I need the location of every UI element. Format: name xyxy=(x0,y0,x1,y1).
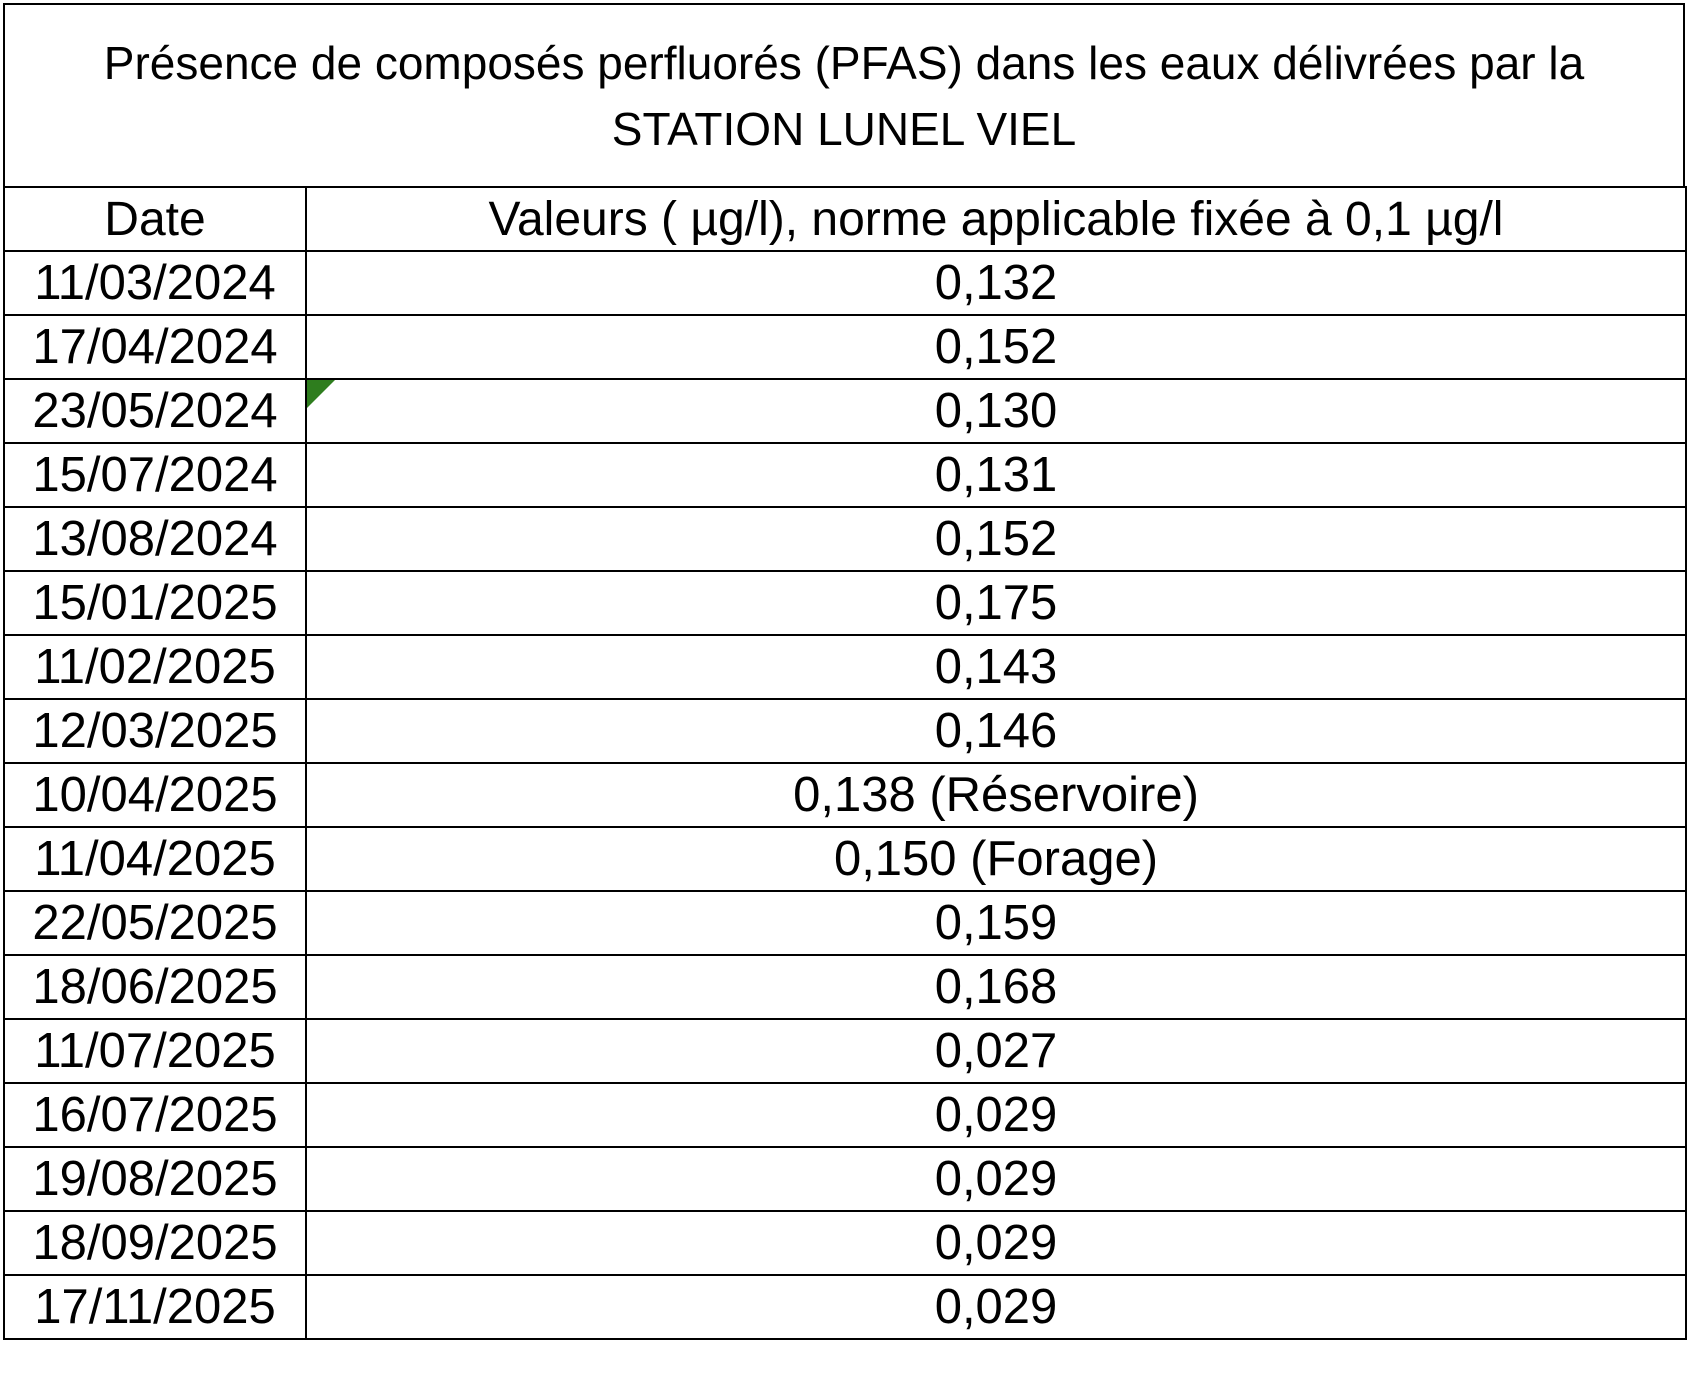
value-cell[interactable]: 0,132 xyxy=(306,251,1686,315)
date-cell[interactable]: 18/06/2025 xyxy=(4,955,306,1019)
table-row xyxy=(4,1019,1686,1083)
date-cell[interactable]: 16/07/2025 xyxy=(4,1083,306,1147)
comment-indicator-icon[interactable] xyxy=(307,380,335,408)
value-cell[interactable]: 0,150 (Forage) xyxy=(306,827,1686,891)
value-cell[interactable]: 0,168 xyxy=(306,955,1686,1019)
table-row xyxy=(4,699,1686,763)
date-cell[interactable]: 17/04/2024 xyxy=(4,315,306,379)
value-cell[interactable]: 0,131 xyxy=(306,443,1686,507)
value-cell[interactable]: 0,029 xyxy=(306,1275,1686,1339)
pfas-table xyxy=(3,186,1687,1340)
spreadsheet xyxy=(3,3,1687,1375)
date-cell[interactable]: 15/07/2024 xyxy=(4,443,306,507)
title-cell[interactable] xyxy=(3,3,1685,186)
date-cell[interactable]: 10/04/2025 xyxy=(4,763,306,827)
table-row xyxy=(4,315,1686,379)
date-cell[interactable]: 11/07/2025 xyxy=(4,1019,306,1083)
date-cell[interactable]: 11/03/2024 xyxy=(4,251,306,315)
title-line-1: Présence de composés perfluorés (PFAS) dans les eaux délivrées par la xyxy=(103,36,1585,89)
value-cell[interactable]: 0,138 (Réservoire) xyxy=(306,763,1686,827)
value-cell[interactable]: 0,029 xyxy=(306,1147,1686,1211)
table-row xyxy=(4,763,1686,827)
table-row xyxy=(4,443,1686,507)
date-cell[interactable]: 13/08/2024 xyxy=(4,507,306,571)
table-row xyxy=(4,827,1686,891)
value-cell[interactable]: 0,152 xyxy=(306,315,1686,379)
date-cell[interactable]: 17/11/2025 xyxy=(4,1275,306,1339)
value-cell[interactable]: 0,029 xyxy=(306,1211,1686,1275)
table-row xyxy=(4,635,1686,699)
table-row xyxy=(4,1083,1686,1147)
value-cell[interactable]: 0,143 xyxy=(306,635,1686,699)
table-row xyxy=(4,1275,1686,1339)
table-row xyxy=(4,955,1686,1019)
date-cell[interactable]: 12/03/2025 xyxy=(4,699,306,763)
value-cell[interactable]: 0,130 xyxy=(306,379,1686,443)
header-value[interactable]: Valeurs ( µg/l), norme applicable fixée à 0,1 µg/l xyxy=(306,187,1686,251)
value-cell[interactable]: 0,027 xyxy=(306,1019,1686,1083)
value-cell[interactable]: 0,152 xyxy=(306,507,1686,571)
header-row xyxy=(4,187,1686,251)
date-cell[interactable]: 11/04/2025 xyxy=(4,827,306,891)
table-row xyxy=(4,891,1686,955)
title-line-2: STATION LUNEL VIEL xyxy=(611,102,1077,155)
date-cell[interactable]: 18/09/2025 xyxy=(4,1211,306,1275)
table-row xyxy=(4,379,1686,443)
date-cell[interactable]: 22/05/2025 xyxy=(4,891,306,955)
date-cell[interactable]: 11/02/2025 xyxy=(4,635,306,699)
table-row xyxy=(4,1211,1686,1275)
table-row xyxy=(4,507,1686,571)
date-cell[interactable]: 23/05/2024 xyxy=(4,379,306,443)
header-date[interactable]: Date xyxy=(4,187,306,251)
value-cell[interactable]: 0,175 xyxy=(306,571,1686,635)
date-cell[interactable]: 15/01/2025 xyxy=(4,571,306,635)
value-cell[interactable]: 0,159 xyxy=(306,891,1686,955)
value-cell[interactable]: 0,029 xyxy=(306,1083,1686,1147)
table-row xyxy=(4,1147,1686,1211)
value-cell[interactable]: 0,146 xyxy=(306,699,1686,763)
table-row xyxy=(4,251,1686,315)
table-row xyxy=(4,571,1686,635)
date-cell[interactable]: 19/08/2025 xyxy=(4,1147,306,1211)
